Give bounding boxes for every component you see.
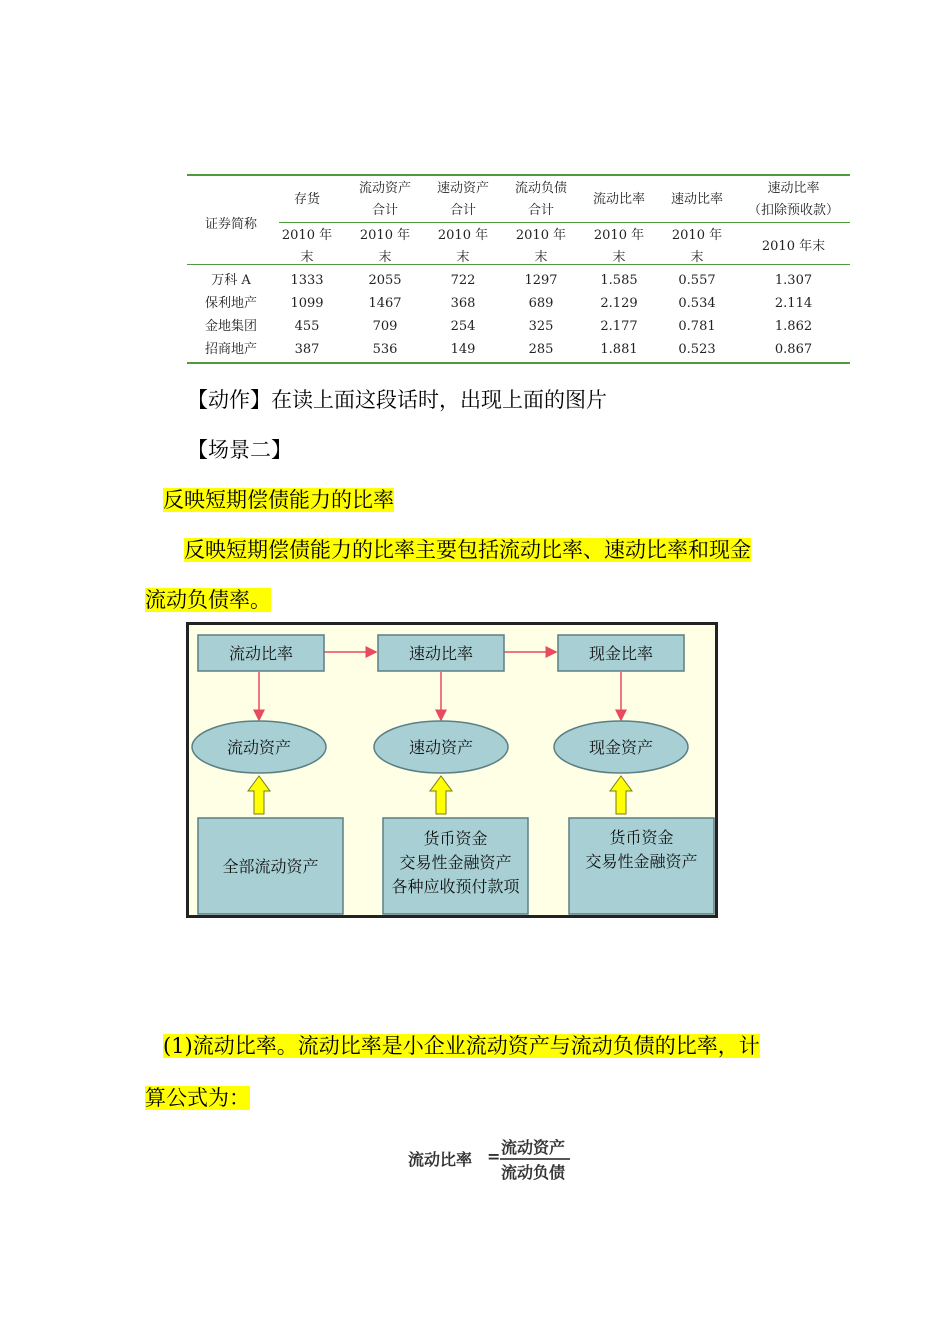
header-rule	[279, 222, 850, 223]
ratio-flowchart	[186, 622, 718, 918]
flowchart-canvas	[189, 625, 715, 915]
table-cell: 1333	[290, 273, 324, 288]
table-cell: 1.862	[774, 319, 813, 334]
column-header: 速动比率	[670, 192, 723, 207]
row-name: 保利地产	[204, 296, 257, 311]
column-header: （扣除预收款）	[747, 203, 839, 218]
table-cell: 387	[294, 342, 320, 357]
formula-equals: =	[487, 1147, 501, 1166]
item1-line2	[145, 1083, 250, 1113]
up-arrow-icon	[430, 776, 452, 814]
table-cell: 2.177	[600, 319, 638, 334]
column-header: 合计	[527, 203, 554, 218]
formula-numerator: 流动资产	[501, 1138, 566, 1157]
column-header: 速动资产	[436, 181, 489, 196]
table-cell: 2.129	[600, 296, 638, 311]
table-cell: 368	[450, 296, 476, 311]
period-label: 2010 年	[593, 228, 645, 243]
column-header: 流动比率	[592, 192, 645, 207]
table-cell: 709	[372, 319, 398, 334]
asset-label: 流动资产	[226, 738, 292, 757]
table-cell: 2.114	[774, 296, 813, 311]
row-name: 金地集团	[204, 319, 257, 334]
column-header: 存货	[293, 192, 320, 207]
ratio-label: 速动比率	[408, 644, 474, 663]
asset-label: 速动资产	[408, 738, 474, 757]
table-cell: 455	[294, 319, 320, 334]
column-header: 速动比率	[767, 181, 820, 196]
source-label: 交易性金融资产	[399, 853, 512, 872]
table-cell: 2055	[368, 273, 402, 288]
table-cell: 285	[528, 342, 554, 357]
period-label: 2010 年	[281, 228, 333, 243]
period-label: 2010 年	[437, 228, 489, 243]
source-label: 货币资金	[609, 828, 674, 847]
period-label: 末	[534, 250, 548, 265]
table-cell: 1.307	[774, 273, 813, 288]
formula-denominator: 流动负债	[501, 1163, 566, 1182]
intro-text-1: 反映短期偿债能力的比率主要包括流动比率、速动比率和现金	[184, 538, 751, 562]
table-cell: 1467	[368, 296, 402, 311]
table-cell: 1.585	[600, 273, 638, 288]
section-heading-text: 反映短期偿债能力的比率	[163, 488, 394, 512]
table-cell: 689	[528, 296, 554, 311]
table-cell: 722	[450, 273, 476, 288]
scene-label: 【场景二】	[187, 438, 292, 462]
item1-text-1: (1)流动比率。流动比率是小企业流动资产与流动负债的比率，计	[163, 1034, 760, 1058]
column-header: 合计	[449, 203, 476, 218]
source-label: 交易性金融资产	[585, 852, 698, 871]
financial-ratio-table	[187, 174, 850, 364]
period-label: 2010 年	[359, 228, 411, 243]
item1-line1	[163, 1031, 760, 1061]
intro-paragraph-line2	[145, 585, 271, 615]
section-heading	[163, 485, 394, 515]
formula-lhs: 流动比率	[408, 1150, 473, 1169]
period-label: 末	[690, 250, 704, 265]
period-label: 末	[300, 250, 314, 265]
table-cell: 0.523	[678, 342, 716, 357]
period-label: 末	[456, 250, 470, 265]
ratio-label: 现金比率	[588, 644, 654, 663]
table-cell: 254	[450, 319, 476, 334]
table-cell: 1.881	[600, 342, 638, 357]
intro-paragraph-line1	[184, 535, 751, 565]
table-cell: 0.867	[774, 342, 813, 357]
table-cell: 536	[372, 342, 398, 357]
item1-text-2: 算公式为：	[145, 1086, 250, 1110]
column-header: 流动负债	[514, 181, 567, 196]
action-line: 【动作】在读上面这段话时，出现上面的图片	[187, 388, 607, 412]
header-code: 证券简称	[204, 217, 257, 232]
period-label: 2010 年末	[761, 239, 826, 254]
table-cell: 0.781	[678, 319, 716, 334]
source-label: 全部流动资产	[222, 857, 319, 876]
source-label: 各种应收预付款项	[391, 877, 520, 896]
table-cell: 1297	[524, 273, 558, 288]
period-label: 末	[378, 250, 392, 265]
table-cell: 1099	[290, 296, 324, 311]
row-name: 招商地产	[204, 342, 257, 357]
table-cell: 0.534	[678, 296, 716, 311]
period-label: 末	[612, 250, 626, 265]
period-label: 2010 年	[515, 228, 567, 243]
column-header: 合计	[371, 203, 398, 218]
up-arrow-icon	[610, 776, 632, 814]
table-cell: 325	[528, 319, 554, 334]
ratio-label: 流动比率	[228, 644, 294, 663]
intro-text-2: 流动负债率。	[145, 588, 271, 612]
table-cell: 0.557	[678, 273, 716, 288]
asset-label: 现金资产	[588, 738, 654, 757]
source-label: 货币资金	[423, 829, 488, 848]
up-arrow-icon	[248, 776, 270, 814]
table-cell: 149	[450, 342, 476, 357]
column-header: 流动资产	[358, 181, 411, 196]
period-label: 2010 年	[671, 228, 723, 243]
current-ratio-formula	[405, 1133, 585, 1185]
row-name: 万科 A	[211, 273, 251, 288]
